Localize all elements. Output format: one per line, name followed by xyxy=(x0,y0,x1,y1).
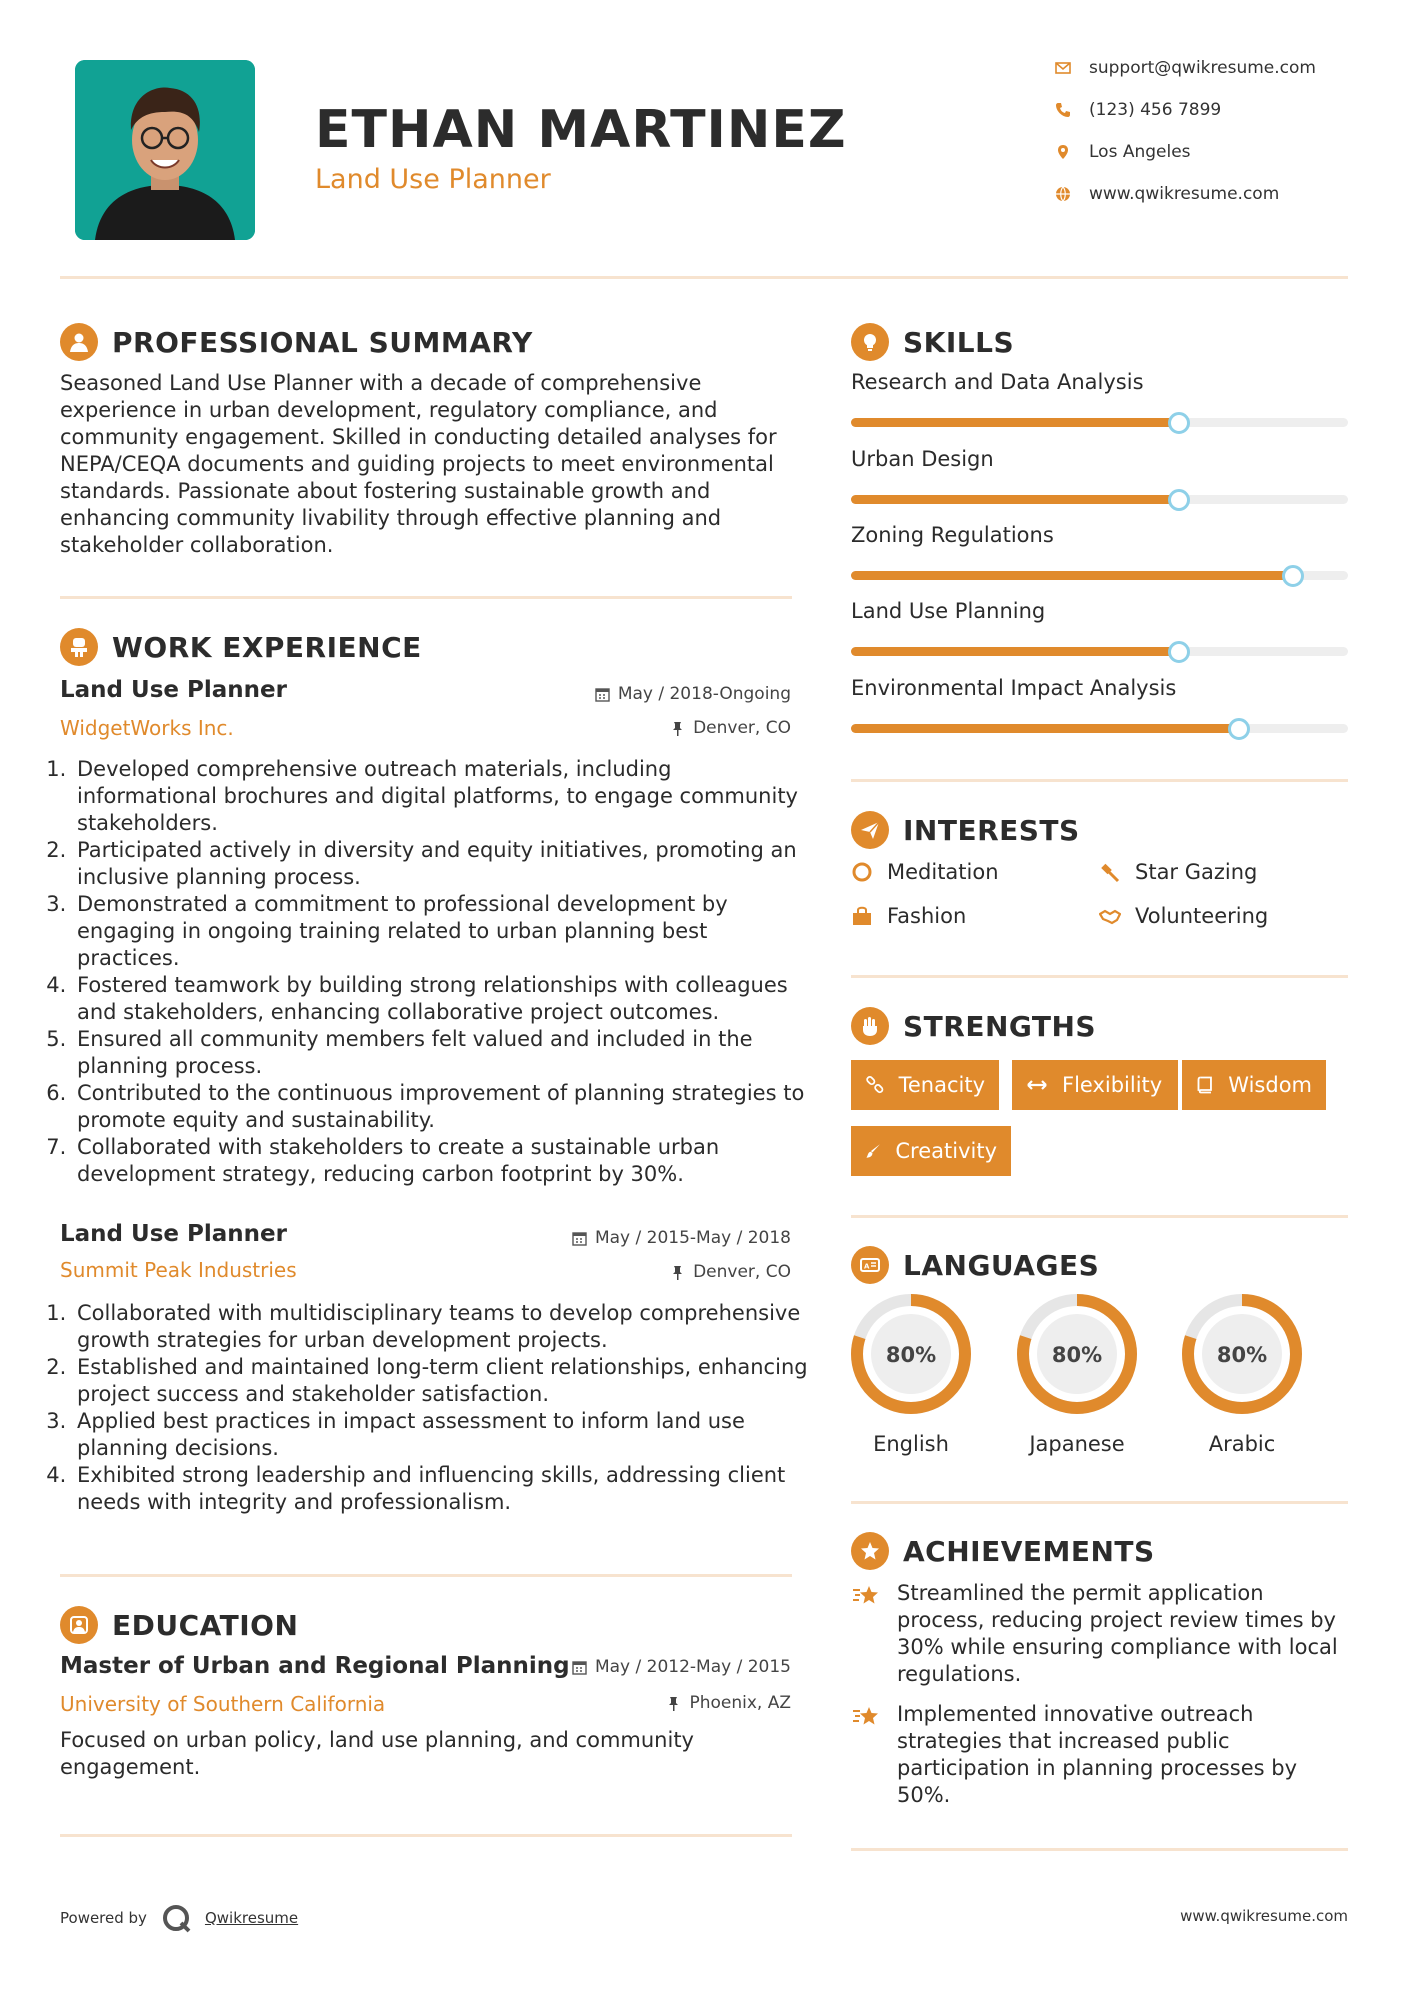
summary-heading xyxy=(60,323,533,361)
work-title: WORK EXPERIENCE xyxy=(112,630,422,664)
contact-location xyxy=(1055,140,1191,164)
map-pin-icon xyxy=(1055,144,1071,160)
skill-item xyxy=(851,370,1348,427)
interest-item xyxy=(851,860,999,884)
phone-text: (123) 456 7899 xyxy=(1089,100,1222,120)
languages-heading xyxy=(851,1246,1099,1284)
job-1-location xyxy=(500,718,791,738)
job-2-duties xyxy=(55,1300,813,1516)
language-ring xyxy=(849,1292,973,1416)
education-date-text: May / 2012-May / 2015 xyxy=(594,1657,791,1677)
school-name: University of Southern California xyxy=(60,1692,386,1716)
skill-bar xyxy=(851,418,1348,427)
strength-pill xyxy=(851,1126,1011,1176)
interest-label: Volunteering xyxy=(1135,904,1269,928)
email-text: support@qwikresume.com xyxy=(1089,58,1316,78)
svg-text:A: A xyxy=(864,1262,870,1271)
skill-bar-knob xyxy=(1168,489,1190,511)
skill-bar-knob xyxy=(1282,565,1304,587)
job-2-duty: 2. Established and maintained long-term client relationships, enhancing project success and stakeholder satisfaction. xyxy=(73,1354,813,1408)
skill-bar xyxy=(851,647,1348,656)
job-1-duty: 1. Developed comprehensive outreach materials, including informational brochures and digital platforms, to engage community stakeholders. xyxy=(73,756,813,837)
language-item xyxy=(1180,1292,1304,1456)
job-2-date xyxy=(500,1228,791,1248)
interests-title: INTERESTS xyxy=(903,813,1080,847)
skill-bar-knob xyxy=(1228,718,1250,740)
interests-heading xyxy=(851,811,1080,849)
interest-label: Meditation xyxy=(887,860,999,884)
language-ring xyxy=(1015,1292,1139,1416)
education-location-text: Phoenix, AZ xyxy=(689,1693,791,1713)
skill-bar xyxy=(851,724,1348,733)
qwikresume-logo-icon xyxy=(161,1903,195,1933)
strength-label: Tenacity xyxy=(898,1073,985,1097)
profile-photo xyxy=(75,60,255,240)
strength-label: Wisdom xyxy=(1228,1073,1312,1097)
skill-bar-fill xyxy=(851,647,1179,656)
strength-pill xyxy=(1012,1060,1178,1110)
summary-divider xyxy=(60,596,792,599)
job-1-duty: 6. Contributed to the continuous improvement of planning strategies to promote equity and sustainability. xyxy=(73,1080,813,1134)
interest-item xyxy=(1099,860,1257,884)
job-2-duty: 1. Collaborated with multidisciplinary teams to develop comprehensive growth strategies for urban development projects. xyxy=(73,1300,813,1354)
summary-title: PROFESSIONAL SUMMARY xyxy=(112,325,533,359)
interest-label: Star Gazing xyxy=(1135,860,1258,884)
skill-name: Zoning Regulations xyxy=(851,523,1054,547)
skill-name: Land Use Planning xyxy=(851,599,1046,623)
strengths-heading xyxy=(851,1007,1096,1045)
shopping-bag-icon xyxy=(851,905,873,927)
language-icon xyxy=(851,1246,889,1284)
avatar-icon xyxy=(75,60,255,240)
language-percent: 80% xyxy=(1216,1343,1268,1367)
degree-title: Master of Urban and Regional Planning xyxy=(60,1653,570,1679)
strength-pill xyxy=(851,1060,999,1110)
job-1-company: WidgetWorks Inc. xyxy=(60,716,234,740)
job-2-location xyxy=(500,1262,791,1282)
skill-bar xyxy=(851,571,1348,580)
shooting-star-icon xyxy=(851,1580,881,1610)
education-heading xyxy=(60,1606,298,1644)
job-2-duty: 3. Applied best practices in impact assessment to inform land use planning decisions. xyxy=(73,1408,813,1462)
skill-item xyxy=(851,523,1348,580)
link-icon xyxy=(865,1074,885,1096)
envelope-icon xyxy=(1055,60,1071,76)
language-name: English xyxy=(873,1432,949,1456)
achievements-title: ACHIEVEMENTS xyxy=(903,1534,1155,1568)
achievements-heading xyxy=(851,1532,1155,1570)
education-divider xyxy=(60,1834,792,1837)
skill-name: Urban Design xyxy=(851,447,994,471)
language-percent: 80% xyxy=(1051,1343,1103,1367)
language-name: Japanese xyxy=(1029,1432,1125,1456)
pushpin-icon xyxy=(670,1265,685,1280)
skill-bar-fill xyxy=(851,418,1179,427)
paintbrush-icon xyxy=(865,1140,881,1162)
job-1-date xyxy=(500,684,791,704)
skill-bar-fill xyxy=(851,724,1239,733)
work-divider xyxy=(60,1574,792,1577)
contact-website[interactable] xyxy=(1055,182,1279,206)
achievement-item xyxy=(851,1701,1348,1809)
skill-bar-fill xyxy=(851,571,1293,580)
website-text: www.qwikresume.com xyxy=(1089,184,1280,204)
skill-bar-fill xyxy=(851,495,1179,504)
briefcase-icon xyxy=(60,628,98,666)
strength-label: Flexibility xyxy=(1062,1073,1163,1097)
user-icon xyxy=(60,323,98,361)
powered-by-label: Powered by xyxy=(60,1909,147,1927)
achievements-divider xyxy=(851,1848,1348,1851)
footer-powered xyxy=(60,1903,298,1933)
languages-title: LANGUAGES xyxy=(903,1248,1100,1282)
skills-heading xyxy=(851,323,1014,361)
circle-icon xyxy=(851,861,873,883)
skill-bar-knob xyxy=(1168,641,1190,663)
interests-divider xyxy=(851,975,1348,978)
handshake-icon xyxy=(1099,905,1121,927)
achievement-text: Implemented innovative outreach strategies that increased public participation in planning processes by 50%. xyxy=(897,1702,1297,1807)
interest-item xyxy=(851,904,966,928)
work-heading xyxy=(60,628,422,666)
qwikresume-link[interactable]: Qwikresume xyxy=(204,1909,299,1927)
job-1-duty: 5. Ensured all community members felt valued and included in the planning process. xyxy=(73,1026,813,1080)
interest-label: Fashion xyxy=(887,904,967,928)
strengths-title: STRENGTHS xyxy=(903,1009,1097,1043)
strength-pill xyxy=(1182,1060,1326,1110)
language-name: Arabic xyxy=(1208,1432,1276,1456)
job-1-duty: 3. Demonstrated a commitment to professional development by engaging in ongoing training related to urban planning best practices. xyxy=(73,891,813,972)
achievement-item xyxy=(851,1580,1348,1688)
education-location xyxy=(500,1693,791,1713)
header-divider xyxy=(60,276,1348,279)
job-1-title: Land Use Planner xyxy=(60,677,287,703)
phone-icon xyxy=(1055,102,1071,118)
candidate-title: Land Use Planner xyxy=(315,164,551,195)
strength-label: Creativity xyxy=(895,1139,997,1163)
education-description: Focused on urban policy, land use planning, and community engagement. xyxy=(60,1728,694,1779)
language-ring xyxy=(1180,1292,1304,1416)
graduation-icon xyxy=(60,1606,98,1644)
language-percent: 80% xyxy=(885,1343,937,1367)
skill-bar-knob xyxy=(1168,412,1190,434)
education-date xyxy=(500,1657,791,1677)
location-text: Los Angeles xyxy=(1089,142,1191,162)
education-title: EDUCATION xyxy=(112,1608,299,1642)
job-2-location-text: Denver, CO xyxy=(693,1262,791,1282)
job-1-location-text: Denver, CO xyxy=(693,718,791,738)
calendar-icon xyxy=(595,687,610,702)
job-2-date-text: May / 2015-May / 2018 xyxy=(594,1228,791,1248)
candidate-name: ETHAN MARTINEZ xyxy=(315,100,847,160)
lightbulb-icon xyxy=(851,323,889,361)
skill-name: Environmental Impact Analysis xyxy=(851,676,1177,700)
calendar-icon xyxy=(572,1231,587,1246)
job-1-duty: 7. Collaborated with stakeholders to create a sustainable urban development strategy, reducing carbon footprint by 30%. xyxy=(73,1134,813,1188)
skill-item xyxy=(851,676,1348,733)
skill-item xyxy=(851,599,1348,656)
star-badge-icon xyxy=(851,1532,889,1570)
job-2-company: Summit Peak Industries xyxy=(60,1258,297,1282)
language-item xyxy=(1015,1292,1139,1456)
skills-divider xyxy=(851,779,1348,782)
arrows-horizontal-icon xyxy=(1026,1074,1048,1096)
skill-bar xyxy=(851,495,1348,504)
skill-item xyxy=(851,447,1348,504)
pushpin-icon xyxy=(666,1696,681,1711)
contact-phone[interactable] xyxy=(1055,98,1221,122)
summary-text: Seasoned Land Use Planner with a decade of comprehensive experience in urban development, regulatory compliance, and community engagement. Skilled in conducting detailed analyses for NEPA/CEQA documents and guiding projects to meet environmental standards. Passionate about fostering sustainable growth and enhancing community livability through effective planning and stakeholder collaboration. xyxy=(60,371,777,557)
job-1-duty: 4. Fostered teamwork by building strong relationships with colleagues and stakeholders, enhancing collaborative project outcomes. xyxy=(73,972,813,1026)
job-2-title: Land Use Planner xyxy=(60,1221,287,1247)
interest-item xyxy=(1099,904,1268,928)
paper-plane-icon xyxy=(851,811,889,849)
footer-url[interactable]: www.qwikresume.com xyxy=(1180,1907,1348,1925)
job-1-duties xyxy=(55,756,813,1188)
language-item xyxy=(849,1292,973,1456)
job-2-duty: 4. Exhibited strong leadership and influencing skills, addressing client needs with integrity and professionalism. xyxy=(73,1462,813,1516)
globe-icon xyxy=(1055,186,1071,202)
skills-title: SKILLS xyxy=(903,325,1015,359)
job-1-duty: 2. Participated actively in diversity and equity initiatives, promoting an inclusive planning process. xyxy=(73,837,813,891)
strengths-divider xyxy=(851,1215,1348,1218)
hand-icon xyxy=(851,1007,889,1045)
pushpin-icon xyxy=(670,721,685,736)
book-icon xyxy=(1196,1074,1214,1096)
shooting-star-icon xyxy=(851,1701,881,1731)
job-1-date-text: May / 2018-Ongoing xyxy=(617,684,791,704)
languages-divider xyxy=(851,1501,1348,1504)
achievement-text: Streamlined the permit application process, reducing project review times by 30% while ensuring compliance with local regulations. xyxy=(897,1581,1338,1686)
contact-email[interactable] xyxy=(1055,56,1316,80)
gavel-icon xyxy=(1099,861,1121,883)
calendar-icon xyxy=(572,1660,587,1675)
skill-name: Research and Data Analysis xyxy=(851,370,1144,394)
